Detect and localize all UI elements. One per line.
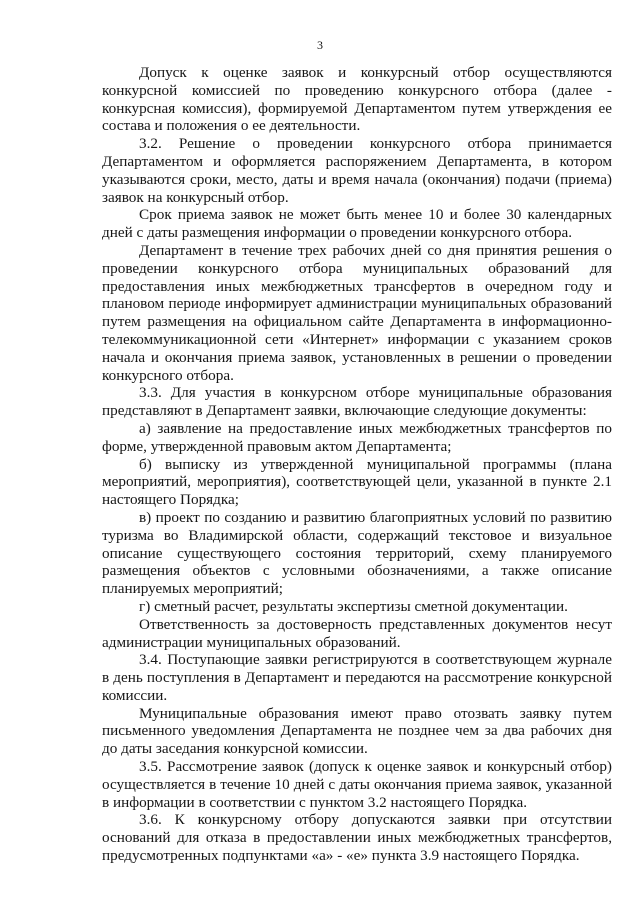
list-item: г) сметный расчет, результаты экспертизы сметной документации.: [139, 597, 568, 615]
paragraph: 3.6. К конкурсному отбору допускаются заявки при отсутствии оснований для отказа в предоставлении иных межбюджетных трансфертов, предусмотренных подпунктами «а» - «е» пункта 3.9 настоящего Порядка.: [102, 811, 612, 865]
paragraph: 3.3. Для участия в конкурсном отборе муниципальные образования представляют в Департамент заявки, включающие следующие документы:: [102, 384, 612, 420]
list-item: б) выписку из утвержденной муниципальной программы (плана мероприятий, мероприятия), соответствующей цели, указанной в пункте 2.1 настоящего Порядка;: [102, 455, 612, 509]
paragraph: 3.5. Рассмотрение заявок (допуск к оценке заявок и конкурсный отбор) осуществляется в течение 10 дней с даты окончания приема заявок, указанной в информации в соответствии с пунктом 3.2 настоящего Порядка.: [102, 758, 612, 811]
paragraph: Допуск к оценке заявок и конкурсный отбор осуществляются конкурсной комиссией по проведению конкурсного отбора (далее - конкурсная комиссия), формируемой Департаментом путем утверждения ее состава и положения о ее деятельности.: [102, 64, 612, 135]
document-body: [102, 64, 612, 865]
paragraph: 3.4. Поступающие заявки регистрируются в соответствующем журнале в день поступления в Департамент и передаются на рассмотрение конкурсной комиссии.: [102, 651, 612, 704]
page-number: 3: [317, 38, 323, 52]
list-item: а) заявление на предоставление иных межбюджетных трансфертов по форме, утвержденной правовым актом Департамента;: [102, 419, 612, 455]
paragraph: Департамент в течение трех рабочих дней со дня принятия решения о проведении конкурсного отбора муниципальных образований для предоставления иных межбюджетных трансфертов в очередном году и плановом периоде информирует администрации муниципальных образований путем размещения на официальном сайте Департамента в информационно-телекоммуникационной сети «Интернет» информации с указанием сроков начала и окончания приема заявок, установленных в решении о проведении конкурсного отбора.: [102, 241, 612, 384]
paragraph: Ответственность за достоверность представленных документов несут администрации муниципальных образований.: [102, 615, 612, 651]
paragraph: Муниципальные образования имеют право отозвать заявку путем письменного уведомления Департамента не позднее чем за два рабочих дня до даты заседания конкурсной комиссии.: [102, 704, 612, 758]
paragraph: Срок приема заявок не может быть менее 10 и более 30 календарных дней с даты размещения информации о проведении конкурсного отбора.: [102, 206, 612, 242]
list-item: в) проект по созданию и развитию благоприятных условий по развитию туризма во Владимирской области, содержащий текстовое и визуальное описание существующего состояния территорий, схему планируемого размещения объектов с условными обозначениями, а также описание планируемых мероприятий;: [102, 508, 612, 598]
paragraph: 3.2. Решение о проведении конкурсного отбора принимается Департаментом и оформляется распоряжением Департамента, в котором указываются сроки, место, даты и время начала (окончания) подачи (приема) заявок на конкурсный отбор.: [102, 135, 612, 206]
